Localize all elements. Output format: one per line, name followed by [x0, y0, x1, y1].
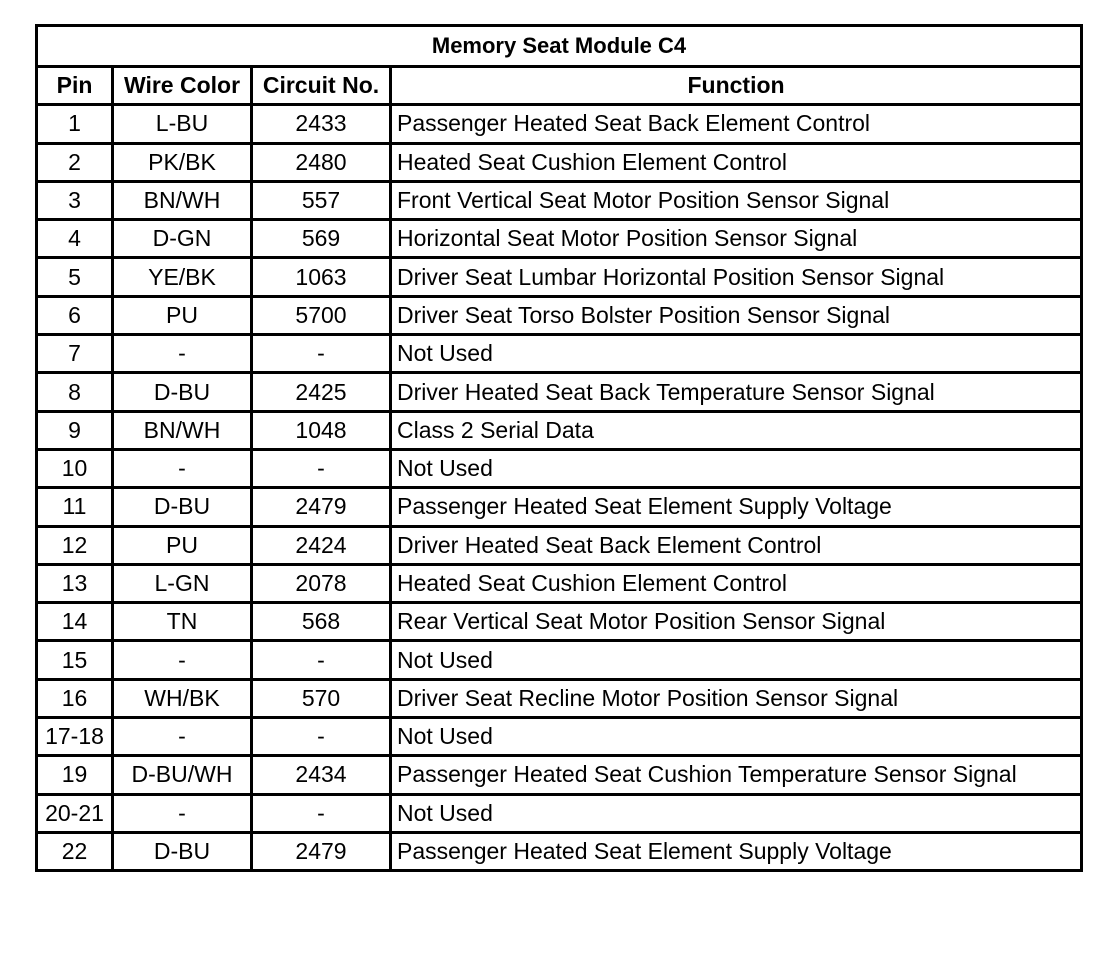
- header-circuit: Circuit No.: [252, 67, 391, 105]
- pin-cell: 4: [37, 220, 113, 258]
- function-cell: Passenger Heated Seat Back Element Control: [391, 105, 1082, 143]
- circuit-cell: 2480: [252, 143, 391, 181]
- wire-color-cell: -: [113, 449, 252, 487]
- table-row: [37, 220, 1082, 258]
- table-row: [37, 718, 1082, 756]
- wire-color-cell: BN/WH: [113, 411, 252, 449]
- table-row: [37, 488, 1082, 526]
- table-row: [37, 335, 1082, 373]
- function-cell: Passenger Heated Seat Element Supply Voltage: [391, 832, 1082, 870]
- wire-color-cell: -: [113, 641, 252, 679]
- circuit-cell: 1048: [252, 411, 391, 449]
- wire-color-cell: D-BU: [113, 373, 252, 411]
- table-row: [37, 449, 1082, 487]
- circuit-cell: 2425: [252, 373, 391, 411]
- pin-cell: 11: [37, 488, 113, 526]
- circuit-cell: 570: [252, 679, 391, 717]
- function-cell: Driver Seat Lumbar Horizontal Position Sensor Signal: [391, 258, 1082, 296]
- circuit-cell: 2434: [252, 756, 391, 794]
- circuit-cell: 568: [252, 603, 391, 641]
- table-row: [37, 641, 1082, 679]
- header-wire-color: Wire Color: [113, 67, 252, 105]
- circuit-cell: 2479: [252, 488, 391, 526]
- wire-color-cell: WH/BK: [113, 679, 252, 717]
- pin-cell: 6: [37, 296, 113, 334]
- table-row: [37, 296, 1082, 334]
- circuit-cell: 1063: [252, 258, 391, 296]
- table-row: [37, 143, 1082, 181]
- circuit-cell: -: [252, 449, 391, 487]
- pin-cell: 13: [37, 564, 113, 602]
- wire-color-cell: D-BU: [113, 488, 252, 526]
- function-cell: Heated Seat Cushion Element Control: [391, 143, 1082, 181]
- function-cell: Rear Vertical Seat Motor Position Sensor Signal: [391, 603, 1082, 641]
- wire-color-cell: D-BU: [113, 832, 252, 870]
- title-row: [37, 26, 1082, 67]
- function-cell: Passenger Heated Seat Element Supply Voltage: [391, 488, 1082, 526]
- header-row: [37, 67, 1082, 105]
- pin-cell: 12: [37, 526, 113, 564]
- pin-cell: 3: [37, 181, 113, 219]
- wire-color-cell: D-GN: [113, 220, 252, 258]
- function-cell: Not Used: [391, 718, 1082, 756]
- pin-cell: 1: [37, 105, 113, 143]
- table-row: [37, 679, 1082, 717]
- wire-color-cell: YE/BK: [113, 258, 252, 296]
- circuit-cell: 2078: [252, 564, 391, 602]
- table-row: [37, 603, 1082, 641]
- circuit-cell: 569: [252, 220, 391, 258]
- function-cell: Not Used: [391, 641, 1082, 679]
- pin-cell: 15: [37, 641, 113, 679]
- function-cell: Driver Heated Seat Back Temperature Sensor Signal: [391, 373, 1082, 411]
- pin-cell: 8: [37, 373, 113, 411]
- table-row: [37, 373, 1082, 411]
- pin-cell: 9: [37, 411, 113, 449]
- pin-cell: 2: [37, 143, 113, 181]
- circuit-cell: 2479: [252, 832, 391, 870]
- function-cell: Driver Seat Torso Bolster Position Sensor Signal: [391, 296, 1082, 334]
- wire-color-cell: L-GN: [113, 564, 252, 602]
- circuit-cell: -: [252, 718, 391, 756]
- circuit-cell: 2424: [252, 526, 391, 564]
- circuit-cell: -: [252, 641, 391, 679]
- function-cell: Front Vertical Seat Motor Position Sensor Signal: [391, 181, 1082, 219]
- function-cell: Not Used: [391, 449, 1082, 487]
- pin-cell: 14: [37, 603, 113, 641]
- table-row: [37, 794, 1082, 832]
- header-function: Function: [391, 67, 1082, 105]
- wire-color-cell: PK/BK: [113, 143, 252, 181]
- pin-cell: 22: [37, 832, 113, 870]
- wire-color-cell: -: [113, 335, 252, 373]
- circuit-cell: -: [252, 335, 391, 373]
- table-title: Memory Seat Module C4: [37, 26, 1082, 67]
- pin-cell: 16: [37, 679, 113, 717]
- table-row: [37, 564, 1082, 602]
- table-row: [37, 832, 1082, 870]
- pinout-table: [35, 24, 1083, 872]
- function-cell: Not Used: [391, 794, 1082, 832]
- pin-cell: 5: [37, 258, 113, 296]
- function-cell: Driver Seat Recline Motor Position Sensor Signal: [391, 679, 1082, 717]
- table-row: [37, 181, 1082, 219]
- table-row: [37, 105, 1082, 143]
- function-cell: Class 2 Serial Data: [391, 411, 1082, 449]
- wire-color-cell: PU: [113, 296, 252, 334]
- table-row: [37, 756, 1082, 794]
- function-cell: Not Used: [391, 335, 1082, 373]
- pin-cell: 17-18: [37, 718, 113, 756]
- function-cell: Driver Heated Seat Back Element Control: [391, 526, 1082, 564]
- table-row: [37, 258, 1082, 296]
- function-cell: Heated Seat Cushion Element Control: [391, 564, 1082, 602]
- table-row: [37, 411, 1082, 449]
- wire-color-cell: D-BU/WH: [113, 756, 252, 794]
- wire-color-cell: BN/WH: [113, 181, 252, 219]
- pin-cell: 20-21: [37, 794, 113, 832]
- pin-cell: 19: [37, 756, 113, 794]
- circuit-cell: 2433: [252, 105, 391, 143]
- circuit-cell: 5700: [252, 296, 391, 334]
- pin-cell: 7: [37, 335, 113, 373]
- header-pin: Pin: [37, 67, 113, 105]
- function-cell: Passenger Heated Seat Cushion Temperature Sensor Signal: [391, 756, 1082, 794]
- wire-color-cell: -: [113, 718, 252, 756]
- wire-color-cell: -: [113, 794, 252, 832]
- wire-color-cell: L-BU: [113, 105, 252, 143]
- circuit-cell: 557: [252, 181, 391, 219]
- wire-color-cell: TN: [113, 603, 252, 641]
- function-cell: Horizontal Seat Motor Position Sensor Signal: [391, 220, 1082, 258]
- circuit-cell: -: [252, 794, 391, 832]
- pin-cell: 10: [37, 449, 113, 487]
- table-row: [37, 526, 1082, 564]
- wire-color-cell: PU: [113, 526, 252, 564]
